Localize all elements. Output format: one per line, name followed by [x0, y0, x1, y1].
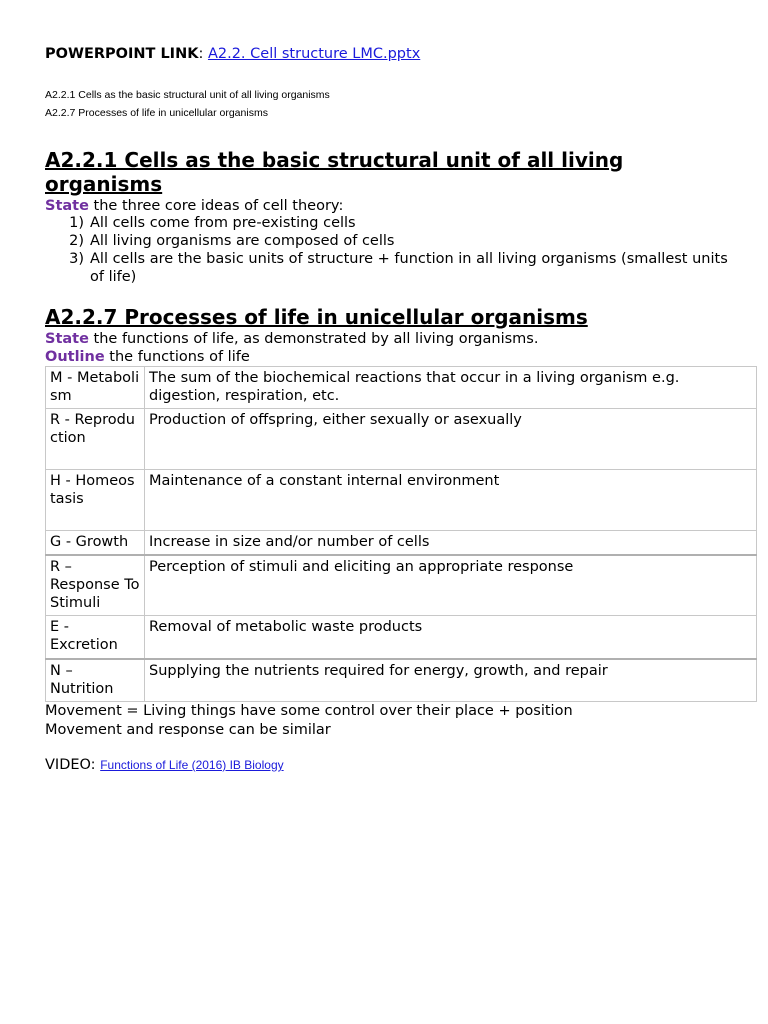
powerpoint-label: POWERPOINT LINK	[45, 46, 199, 62]
section2-prompt2	[45, 348, 250, 366]
table-row	[46, 616, 757, 659]
table-row	[46, 531, 757, 555]
table-value-cell: The sum of the biochemical reactions that occur in a living organism e.g. digestion, respiration, etc.	[145, 367, 757, 409]
command-verb-outline: Outline	[45, 349, 105, 365]
table-key-cell: M - Metabolism	[46, 367, 145, 409]
list-item	[45, 232, 745, 250]
command-verb-state: State	[45, 331, 89, 347]
table-value-cell: Perception of stimuli and eliciting an appropriate response	[145, 555, 757, 616]
table-value-cell: Increase in size and/or number of cells	[145, 531, 757, 555]
list-number: 3)	[69, 251, 84, 267]
powerpoint-line	[45, 46, 420, 62]
table-key-cell: G - Growth	[46, 531, 145, 555]
functions-of-life-table	[45, 366, 757, 702]
section1-prompt	[45, 197, 343, 215]
table-row	[46, 470, 757, 531]
section2-prompt1	[45, 330, 538, 348]
table-key-cell: H - Homeostasis	[46, 470, 145, 531]
table-key-cell: E - Excretion	[46, 616, 145, 659]
table-value-cell: Supplying the nutrients required for energy, growth, and repair	[145, 659, 757, 702]
list-text: All cells come from pre-existing cells	[90, 215, 356, 231]
list-text: All cells are the basic units of structure + function in all living organisms (smallest units of life)	[90, 251, 728, 285]
table-row	[46, 409, 757, 470]
table-key-cell: R - Reproduction	[46, 409, 145, 470]
list-number: 1)	[69, 215, 84, 231]
table-key-cell: N – Nutrition	[46, 659, 145, 702]
powerpoint-separator: :	[198, 46, 204, 62]
video-label: VIDEO:	[45, 757, 101, 773]
section2-prompt1-text: the functions of life, as demonstrated by all living organisms.	[88, 331, 539, 347]
command-verb-state: State	[45, 198, 89, 214]
section1-heading-line1: A2.2.1 Cells as the basic structural unit of all living	[45, 148, 624, 172]
cell-theory-list	[45, 214, 745, 286]
table-key-cell: R – Response To Stimuli	[46, 555, 145, 616]
section2-prompt2-text: the functions of life	[104, 349, 250, 365]
video-link[interactable]: Functions of Life (2016) IB Biology	[100, 758, 284, 772]
toc-item-2: A2.2.7 Processes of life in unicellular organisms	[45, 107, 268, 119]
movement-note: Movement = Living things have some control over their place + position	[45, 703, 573, 719]
list-item	[45, 250, 745, 286]
powerpoint-link[interactable]: A2.2. Cell structure LMC.pptx	[207, 46, 421, 62]
toc-item-1: A2.2.1 Cells as the basic structural unit of all living organisms	[45, 89, 330, 101]
video-line	[45, 757, 284, 773]
list-text: All living organisms are composed of cells	[90, 233, 395, 249]
list-number: 2)	[69, 233, 84, 249]
table-row	[46, 659, 757, 702]
section1-prompt-text: the three core ideas of cell theory:	[88, 198, 344, 214]
movement-response-note: Movement and response can be similar	[45, 722, 331, 738]
table-value-cell: Removal of metabolic waste products	[145, 616, 757, 659]
table-row	[46, 367, 757, 409]
table-value-cell: Production of offspring, either sexually or asexually	[145, 409, 757, 470]
section2-heading: A2.2.7 Processes of life in unicellular organisms	[45, 305, 588, 329]
section1-heading	[45, 148, 623, 196]
table-value-cell: Maintenance of a constant internal environment	[145, 470, 757, 531]
section1-heading-line2: organisms	[45, 172, 163, 196]
table-row	[46, 555, 757, 616]
list-item	[45, 214, 745, 232]
